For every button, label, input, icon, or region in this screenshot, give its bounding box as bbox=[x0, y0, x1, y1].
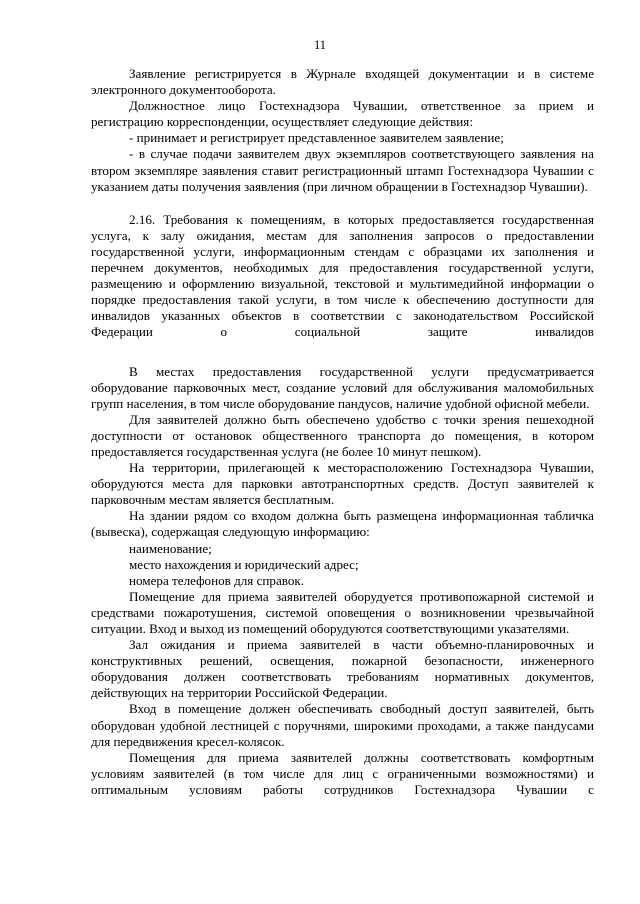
list-item-phones: номера телефонов для справок. bbox=[129, 572, 305, 588]
document-body bbox=[91, 66, 594, 798]
paragraph-parking-facilities: В местах предоставления государственной услуги предусматривается оборудование парковочных мест, создание условий для обслуживания маломобильных групп населения, в том числе оборудование пандусов, наличие удобной офисной мебели. bbox=[91, 363, 594, 411]
paragraph-entrance-access: Вход в помещение должен обеспечивать свободный доступ заявителей, быть оборудован удобной лестницей с поручнями, широкими проходами, а также пандусами для передвижения кресел-колясок. bbox=[91, 701, 594, 749]
paragraph-registration-journal: Заявление регистрируется в Журнале входящей документации и в системе электронного документооборота. bbox=[91, 66, 594, 98]
list-item-address: место нахождения и юридический адрес; bbox=[129, 556, 359, 572]
section-heading-2-16: 2.16. Требования к помещениям, в которых предоставляется государственная услуга, к залу ожидания, местам для заполнения запросов о предоставлении государственной услуги, информационным стендам с образцами их заполнения и перечнем документов, необходимых для предоставления государственной услуги, размещению и оформлению визуальной, текстовой и мультимедийной информации о порядке предоставления такой услуги, в том числе к обеспечению доступности для инвалидов указанных объектов в соответствии с законодательством Российской Федерации о социальной защите инвалидов bbox=[91, 211, 594, 340]
paragraph-action-stamp: - в случае подачи заявителем двух экземпляров соответствующего заявления на втором экземпляре заявления ставит регистрационный штамп Гостехнадзора Чувашии с указанием даты получения заявления (при личном обращении в Гостехнадзор Чувашии). bbox=[91, 146, 594, 194]
paragraph-pedestrian-access: Для заявителей должно быть обеспечено удобство с точки зрения пешеходной доступности от остановок общественного транспорта до помещения, в котором предоставляется государственная услуга (не более 10 минут пешком). bbox=[91, 411, 594, 459]
paragraph-waiting-hall: Зал ожидания и приема заявителей в части объемно-планировочных и конструктивных решений, освещения, пожарной безопасности, инженерного оборудования должен соответствовать требованиям нормативных документов, действующих на территории Российской Федерации. bbox=[91, 637, 594, 701]
list-item-name: наименование; bbox=[129, 540, 212, 556]
paragraph-info-sign: На здании рядом со входом должна быть размещена информационная табличка (вывеска), содержащая следующую информацию: bbox=[91, 508, 594, 540]
page-number: 11 bbox=[313, 38, 327, 52]
paragraph-action-register: - принимает и регистрирует представленное заявителем заявление; bbox=[129, 130, 504, 146]
paragraph-parking-territory: На территории, прилегающей к месторасположению Гостехнадзора Чувашии, оборудуются места для парковки автотранспортных средств. Доступ заявителей к парковочным местам является бесплатным. bbox=[91, 460, 594, 508]
paragraph-comfort-conditions: Помещения для приема заявителей должны соответствовать комфортным условиям заявителей (в том числе для лиц с ограниченными возможностями) и оптимальным условиям работы сотрудников Гостехнадзора Чувашии с bbox=[91, 749, 594, 797]
paragraph-official-actions: Должностное лицо Гостехнадзора Чувашии, ответственное за прием и регистрацию корреспонденции, осуществляет следующие действия: bbox=[91, 98, 594, 130]
paragraph-fire-safety: Помещение для приема заявителей оборудуется противопожарной системой и средствами пожаротушения, системой оповещения о возникновении чрезвычайной ситуации. Вход и выход из помещений оборудуются соответствующими указателями. bbox=[91, 588, 594, 636]
